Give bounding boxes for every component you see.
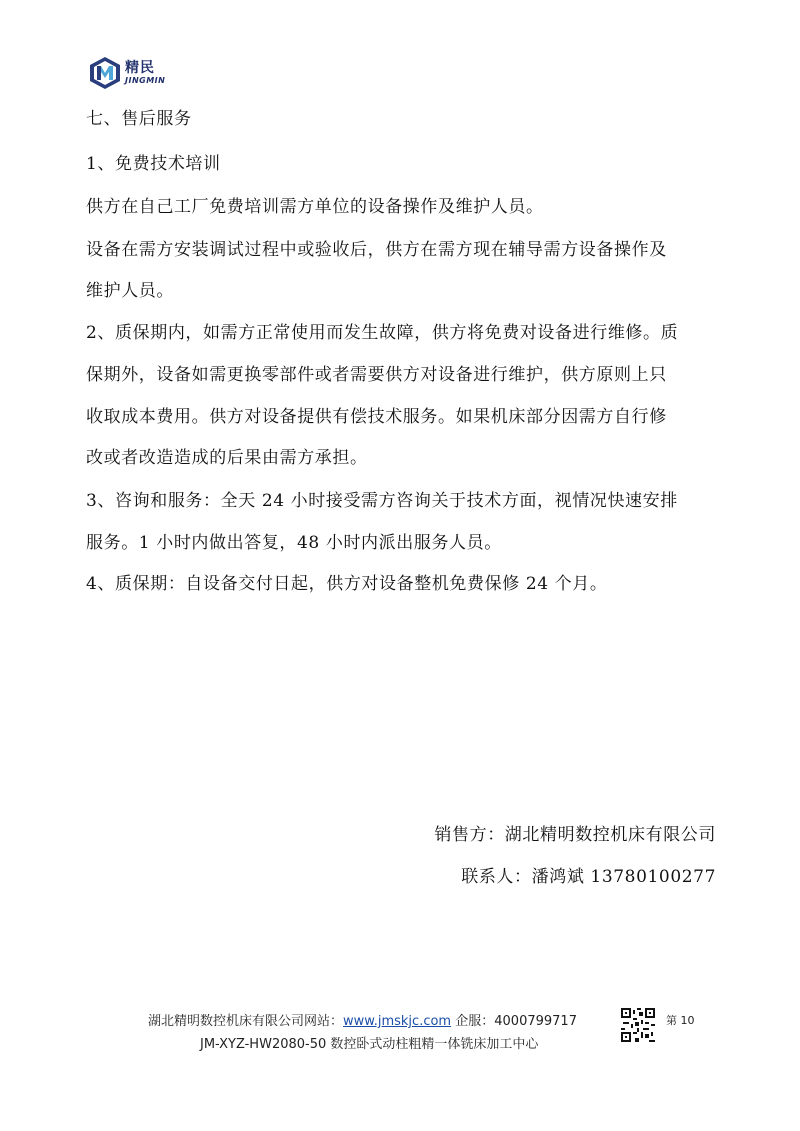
contact-signature: 联系人：潘鸿斌 13780100277 [461, 867, 716, 887]
body-line-3: 设备在需方安装调试过程中或验收后，供方在需方现在辅导需方设备操作及 [86, 240, 667, 260]
company-logo [88, 56, 165, 90]
logo-chinese-name: 精民 [125, 60, 155, 76]
footer-service-label: 企服： [455, 1014, 495, 1029]
logo-english-name: JINGMIN [125, 76, 166, 85]
body-line-9: 3、咨询和服务：全天 24 小时接受需方咨询关于技术方面，视情况快速安排 [86, 491, 678, 511]
footer-company-line [148, 1010, 577, 1029]
qr-code-icon [621, 1008, 655, 1042]
footer-model-line: JM-XYZ-HW2080-50 数控卧式动柱粗精一体铣床加工中心 [200, 1037, 539, 1052]
section-title: 七、售后服务 [86, 109, 192, 129]
jingmin-logo-icon [88, 56, 122, 90]
service-phone: 4000799717 [494, 1014, 577, 1029]
page-number: 第 10 [666, 1014, 695, 1027]
body-line-5: 2、质保期内，如需方正常使用而发生故障，供方将免费对设备进行维修。质 [86, 323, 679, 343]
body-line-7: 收取成本费用。供方对设备提供有偿技术服务。如果机床部分因需方自行修 [86, 407, 667, 427]
body-line-1: 1、免费技术培训 [86, 154, 221, 174]
body-line-11: 4、质保期：自设备交付日起，供方对设备整机免费保修 24 个月。 [86, 574, 608, 594]
body-line-6: 保期外，设备如需更换零部件或者需要供方对设备进行维护，供方原则上只 [86, 365, 667, 385]
body-line-2: 供方在自己工厂免费培训需方单位的设备操作及维护人员。 [86, 197, 544, 217]
body-line-10: 服务。1 小时内做出答复，48 小时内派出服务人员。 [86, 533, 502, 553]
footer-site-label: 湖北精明数控机床有限公司网站： [148, 1014, 344, 1029]
seller-signature: 销售方：湖北精明数控机床有限公司 [434, 825, 716, 845]
website-link[interactable]: www.jmskjc.com [343, 1014, 452, 1029]
body-line-4: 维护人员。 [86, 281, 174, 301]
body-line-8: 改或者改造造成的后果由需方承担。 [86, 448, 368, 468]
